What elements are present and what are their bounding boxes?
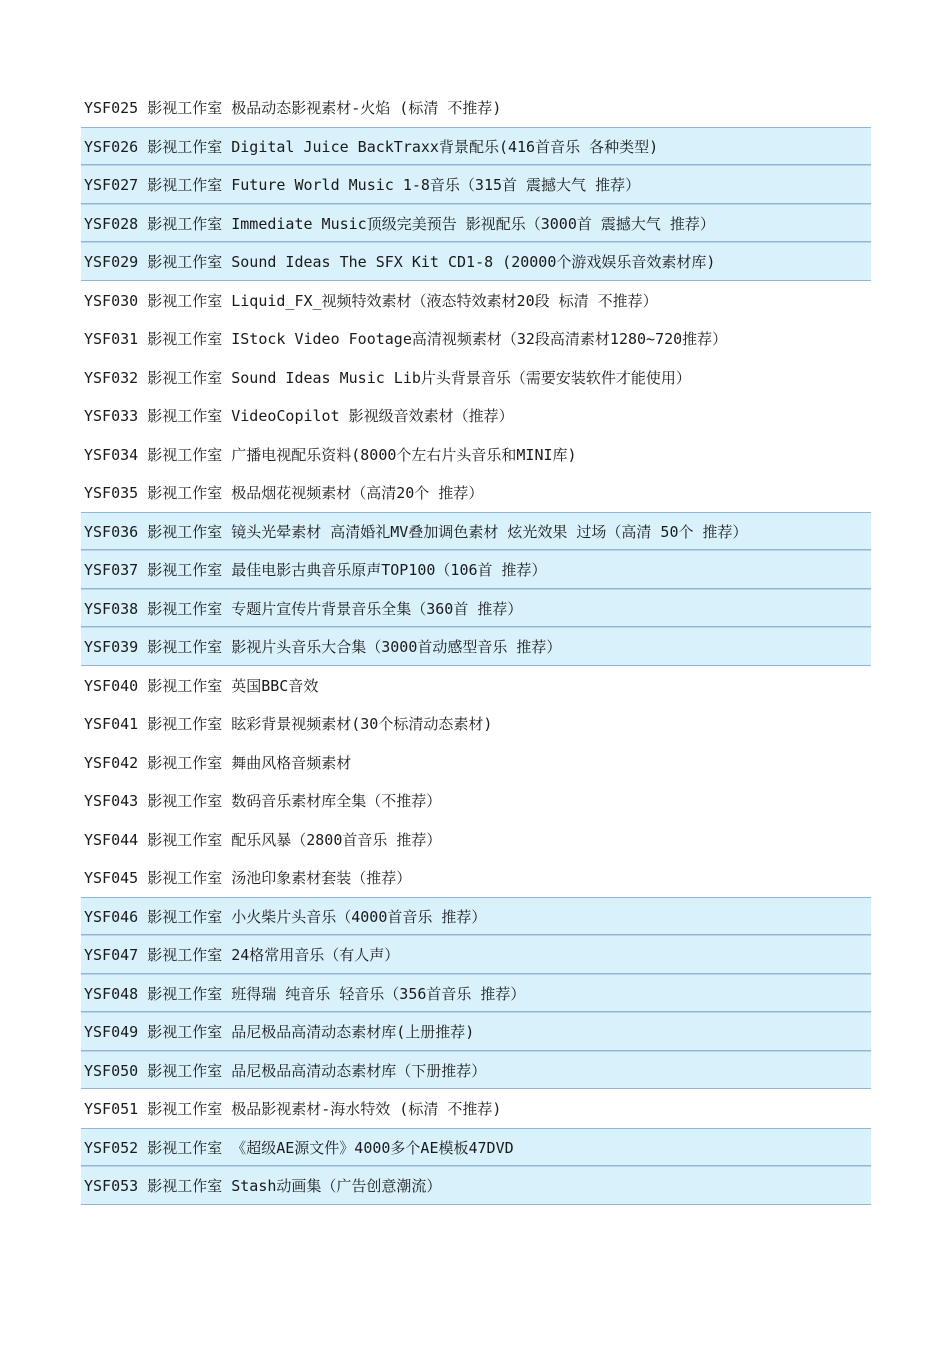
catalog-row: YSF034 影视工作室 广播电视配乐资料(8000个左右片头音乐和MINI库) xyxy=(84,445,577,464)
catalog-row: YSF032 影视工作室 Sound Ideas Music Lib片头背景音乐（需要安装软件才能使用） xyxy=(84,368,691,387)
catalog-row: YSF047 影视工作室 24格常用音乐（有人声） xyxy=(81,935,871,974)
catalog-row: YSF030 影视工作室 Liquid_FX_视频特效素材（液态特效素材20段 标清 不推荐） xyxy=(84,291,658,310)
catalog-row: YSF036 影视工作室 镜头光晕素材 高清婚礼MV叠加调色素材 炫光效果 过场（高清 50个 推荐） xyxy=(81,512,871,551)
catalog-row: YSF040 影视工作室 英国BBC音效 xyxy=(84,676,319,695)
catalog-row: YSF044 影视工作室 配乐风暴（2800首音乐 推荐） xyxy=(84,830,442,849)
catalog-row: YSF048 影视工作室 班得瑞 纯音乐 轻音乐（356首音乐 推荐） xyxy=(81,974,871,1013)
catalog-row: YSF038 影视工作室 专题片宣传片背景音乐全集（360首 推荐） xyxy=(81,589,871,628)
catalog-row: YSF045 影视工作室 汤池印象素材套装（推荐） xyxy=(84,869,412,887)
catalog-row: YSF028 影视工作室 Immediate Music顶级完美预告 影视配乐（3000首 震撼大气 推荐） xyxy=(81,204,871,243)
catalog-row: YSF031 影视工作室 IStock Video Footage高清视频素材（32段高清素材1280~720推荐） xyxy=(84,330,728,348)
catalog-row: YSF026 影视工作室 Digital Juice BackTraxx背景配乐(416首音乐 各种类型) xyxy=(81,127,871,166)
catalog-row: YSF051 影视工作室 极品影视素材-海水特效 (标清 不推荐) xyxy=(84,1100,502,1118)
catalog-row: YSF025 影视工作室 极品动态影视素材-火焰 (标清 不推荐) xyxy=(84,99,502,117)
catalog-row: YSF037 影视工作室 最佳电影古典音乐原声TOP100（106首 推荐） xyxy=(81,550,871,589)
catalog-row: YSF041 影视工作室 眩彩背景视频素材(30个标清动态素材) xyxy=(84,715,493,733)
catalog-row: YSF027 影视工作室 Future World Music 1-8音乐（315首 震撼大气 推荐） xyxy=(81,165,871,204)
catalog-row: YSF043 影视工作室 数码音乐素材库全集（不推荐） xyxy=(84,792,442,810)
catalog-row: YSF053 影视工作室 Stash动画集（广告创意潮流） xyxy=(81,1166,871,1205)
catalog-row: YSF033 影视工作室 VideoCopilot 影视级音效素材（推荐） xyxy=(84,407,514,425)
catalog-row: YSF050 影视工作室 品尼极品高清动态素材库（下册推荐） xyxy=(81,1051,871,1090)
catalog-row: YSF035 影视工作室 极品烟花视频素材（高清20个 推荐） xyxy=(84,484,484,502)
catalog-row: YSF039 影视工作室 影视片头音乐大合集（3000首动感型音乐 推荐） xyxy=(81,627,871,666)
catalog-row: YSF049 影视工作室 品尼极品高清动态素材库(上册推荐) xyxy=(81,1012,871,1051)
catalog-list xyxy=(81,88,871,1205)
catalog-row: YSF042 影视工作室 舞曲风格音频素材 xyxy=(84,753,352,772)
catalog-row: YSF046 影视工作室 小火柴片头音乐（4000首音乐 推荐） xyxy=(81,897,871,936)
catalog-row: YSF052 影视工作室 《超级AE源文件》4000多个AE模板47DVD xyxy=(81,1128,871,1167)
catalog-row: YSF029 影视工作室 Sound Ideas The SFX Kit CD1-8 (20000个游戏娱乐音效素材库) xyxy=(81,242,871,281)
